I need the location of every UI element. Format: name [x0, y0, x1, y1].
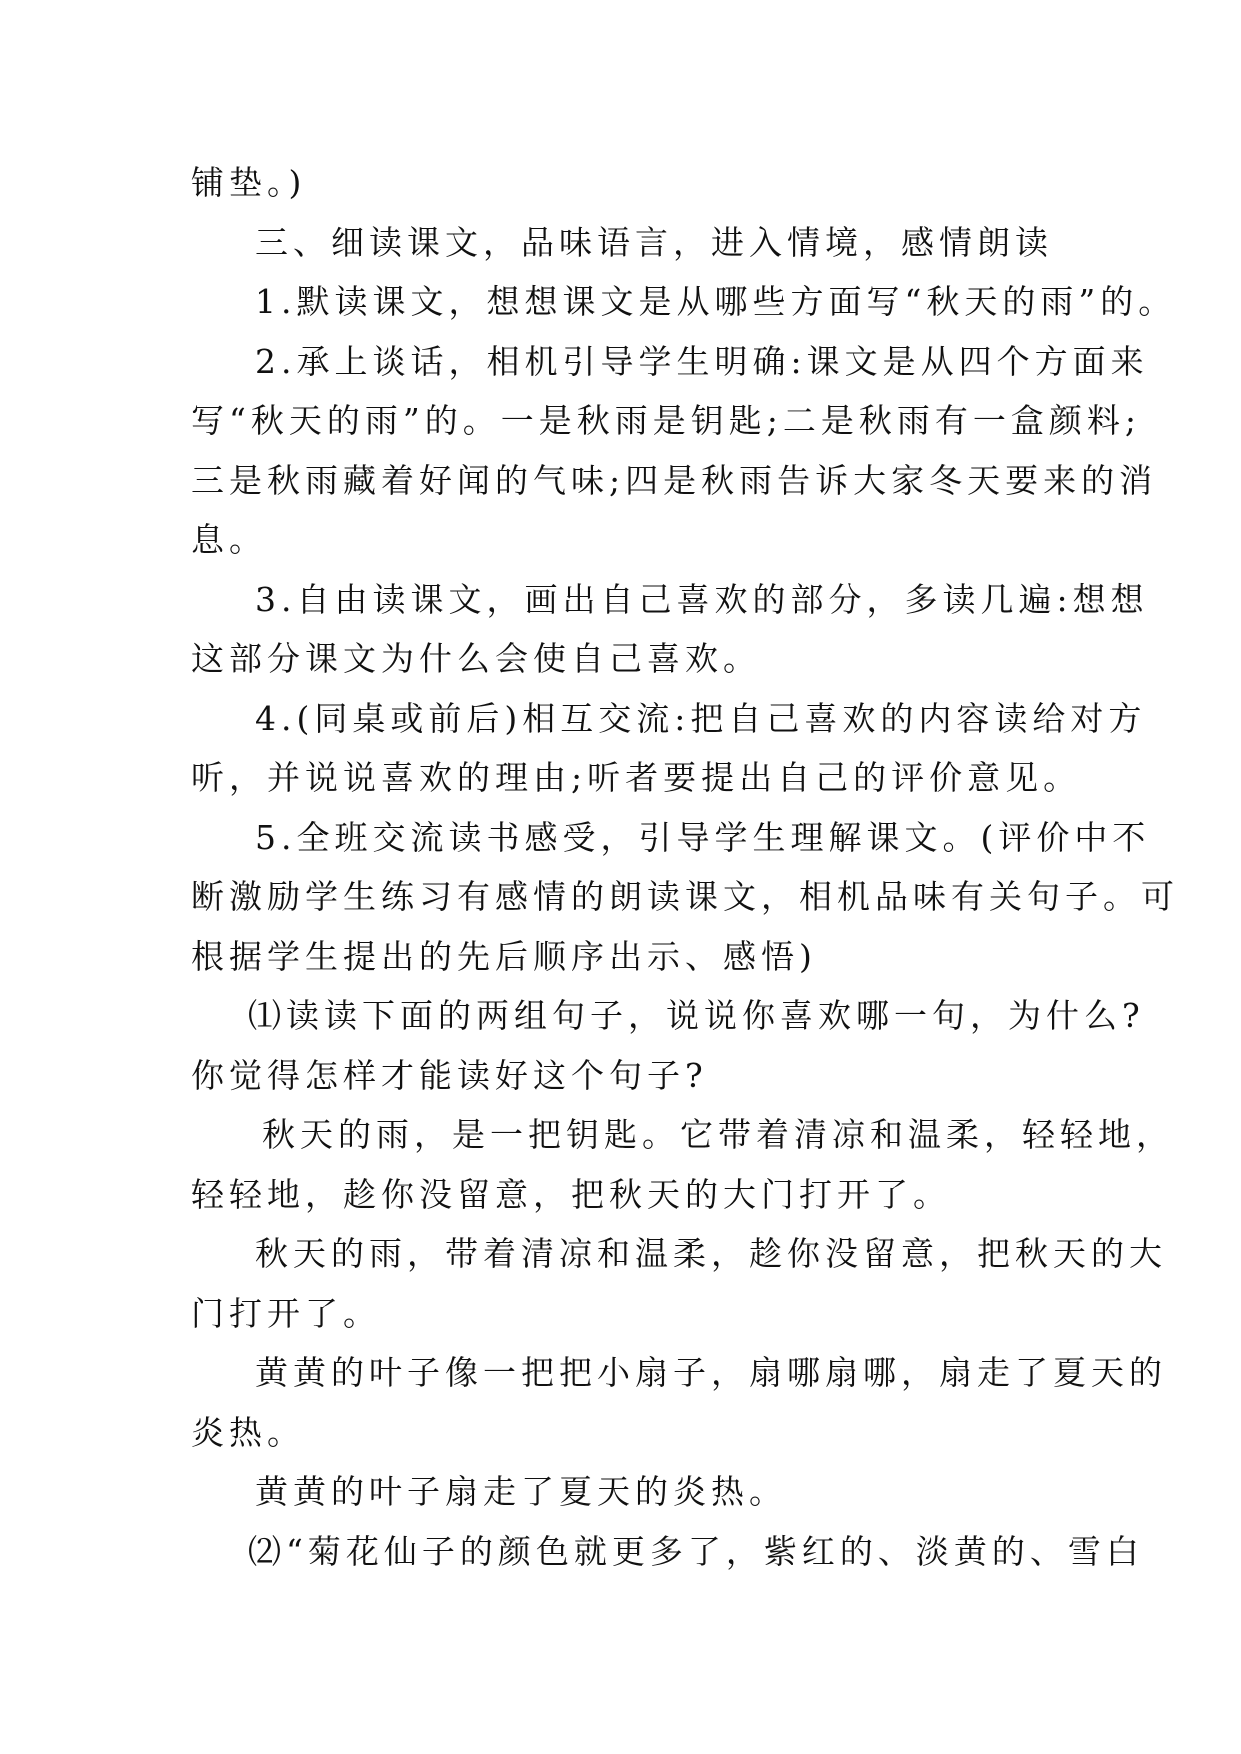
- text-line: 你觉得怎样才能读好这个句子?: [191, 1056, 708, 1095]
- example-sentence: 秋天的雨，带着清凉和温柔，趁你没留意，把秋天的大: [255, 1234, 1167, 1273]
- example-sentence: 黄黄的叶子像一把把小扇子，扇哪扇哪，扇走了夏天的: [255, 1353, 1167, 1392]
- text-line: 铺垫。): [191, 163, 307, 202]
- example-sentence: 黄黄的叶子扇走了夏天的炎热。: [255, 1472, 787, 1511]
- text-line: 听，并说说喜欢的理由;听者要提出自己的评价意见。: [191, 758, 1082, 797]
- text-line: ⑴读读下面的两组句子，说说你喜欢哪一句，为什么?: [248, 996, 1145, 1035]
- text-line: 息。: [191, 520, 267, 559]
- text-line: 3.自由读课文，画出自己喜欢的部分，多读几遍:想想: [255, 580, 1149, 619]
- section-heading: 三、细读课文，品味语言，进入情境，感情朗读: [255, 223, 1053, 262]
- text-line: 三是秋雨藏着好闻的气味;四是秋雨告诉大家冬天要来的消: [191, 461, 1158, 500]
- text-line: ⑵“菊花仙子的颜色就更多了，紫红的、淡黄的、雪白: [248, 1532, 1144, 1571]
- text-line: 4.(同桌或前后)相互交流:把自己喜欢的内容读给对方: [255, 699, 1147, 738]
- text-line: 根据学生提出的先后顺序出示、感悟): [191, 937, 817, 976]
- text-line: 2.承上谈话，相机引导学生明确:课文是从四个方面来: [255, 342, 1149, 381]
- example-sentence: 炎热。: [191, 1413, 305, 1452]
- example-sentence: 门打开了。: [191, 1294, 381, 1333]
- text-line: 写“秋天的雨”的。一是秋雨是钥匙;二是秋雨有一盒颜料;: [191, 401, 1141, 440]
- example-sentence: 秋天的雨，是一把钥匙。它带着清凉和温柔，轻轻地，: [262, 1115, 1174, 1154]
- text-line: 5.全班交流读书感受，引导学生理解课文。(评价中不: [255, 818, 1151, 857]
- text-line: 这部分课文为什么会使自己喜欢。: [191, 639, 761, 678]
- text-line: 1.默读课文，想想课文是从哪些方面写“秋天的雨”的。: [255, 282, 1177, 321]
- text-line: 断激励学生练习有感情的朗读课文，相机品味有关句子。可: [191, 877, 1179, 916]
- example-sentence: 轻轻地，趁你没留意，把秋天的大门打开了。: [191, 1175, 951, 1214]
